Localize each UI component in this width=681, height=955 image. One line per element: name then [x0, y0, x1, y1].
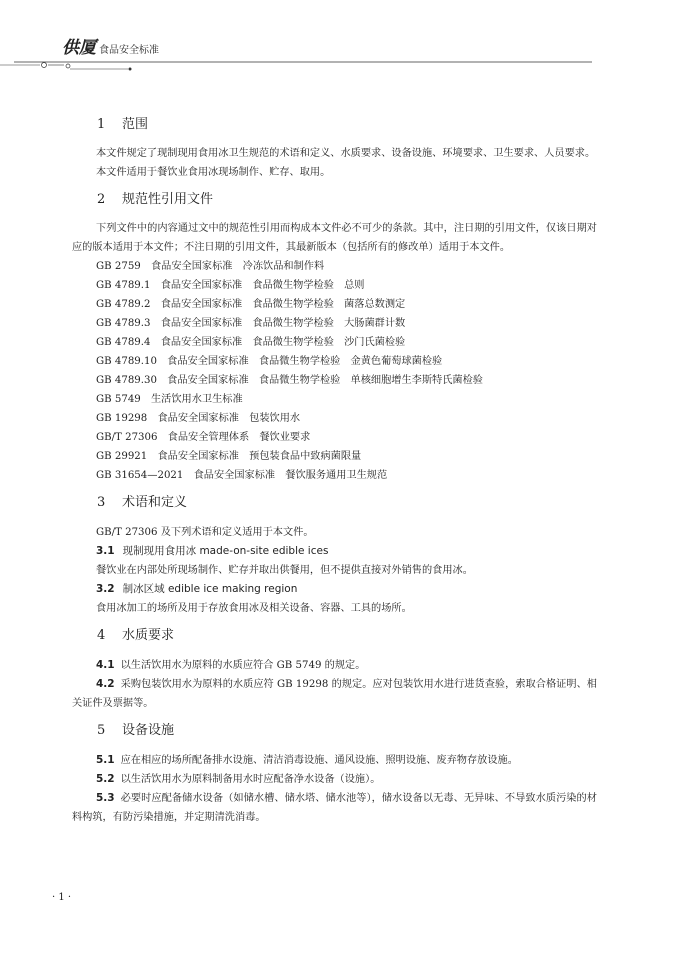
section-number: 1	[97, 117, 106, 132]
header-rule	[0, 0, 681, 80]
reference-item: GB 4789.30 食品安全国家标准 食品微生物学检验 单核细胞增生李斯特氏菌检验	[96, 375, 483, 386]
section-heading-5	[72, 721, 597, 741]
section-number: 4	[97, 628, 106, 643]
clause-text: 必要时应配备储水设备（如储水槽、储水塔、储水池等），储水设备以无毒、无异味、不导致水质污染的材料构筑，有防污染措施，并定期清洗消毒。	[72, 793, 597, 823]
section-number: 5	[97, 723, 106, 738]
section-heading-1	[72, 115, 597, 135]
section-title: 规范性引用文件	[122, 192, 214, 207]
section-number: 3	[97, 495, 106, 510]
clause-number: 4.1	[96, 659, 115, 671]
section-title: 水质要求	[122, 628, 175, 643]
page-header	[0, 0, 681, 80]
brand-label: 食品安全标准	[99, 45, 159, 56]
reference-item: GB 4789.10 食品安全国家标准 食品微生物学检验 金黄色葡萄球菌检验	[96, 356, 443, 367]
section-number: 2	[97, 192, 106, 207]
reference-item: GB 4789.3 食品安全国家标准 食品微生物学检验 大肠菌群计数	[96, 318, 406, 329]
section-title: 术语和定义	[122, 495, 188, 510]
section-heading-2	[72, 190, 597, 210]
clause-number: 5.1	[96, 754, 115, 766]
term-heading	[72, 542, 597, 561]
term-number: 3.1	[96, 545, 115, 557]
paragraph: GB/T 27306 及下列术语和定义适用于本文件。	[96, 527, 314, 538]
clause-item	[72, 770, 597, 789]
reference-item: GB 4789.2 食品安全国家标准 食品微生物学检验 菌落总数测定	[96, 299, 406, 310]
section-heading-4	[72, 626, 597, 646]
paragraph: 本文件规定了现制现用食用冰卫生规范的术语和定义、水质要求、设备设施、环境要求、卫生要求、人员要求。	[96, 148, 596, 159]
term-title: 现制现用食用冰 made-on-site edible ices	[122, 545, 329, 557]
section-heading-3	[72, 493, 597, 513]
paragraph: 下列文件中的内容通过文中的规范性引用而构成本文件必不可少的条款。其中，注日期的引用文件，仅该日期对应的版本适用于本文件；不注日期的引用文件，其最新版本（包括所有的修改单）适用于本文件。	[72, 223, 597, 253]
term-title: 制冰区域 edible ice making region	[122, 583, 298, 595]
page-number: · 1 ·	[52, 892, 72, 903]
reference-item: GB 31654—2021 食品安全国家标准 餐饮服务通用卫生规范	[96, 470, 388, 481]
header-ornament-circle	[42, 63, 47, 68]
section-title: 设备设施	[122, 723, 175, 738]
clause-text: 应在相应的场所配备排水设施、清洁消毒设施、通风设施、照明设施、废弃物存放设施。	[120, 755, 518, 766]
reference-item: GB 4789.1 食品安全国家标准 食品微生物学检验 总则	[96, 280, 365, 291]
clause-text: 采购包装饮用水为原料的水质应符 GB 19298 的规定。应对包装饮用水进行进货查验，索取合格证明、相关证件及票据等。	[72, 679, 597, 709]
clause-text: 以生活饮用水为原料的水质应符合 GB 5749 的规定。	[120, 660, 366, 671]
clause-item	[72, 751, 597, 770]
reference-item: GB 19298 食品安全国家标准 包装饮用水	[96, 413, 301, 424]
reference-item: GB 2759 食品安全国家标准 冷冻饮品和制作料	[96, 261, 325, 272]
header-ornament-circle-2	[66, 64, 70, 68]
term-definition: 食用冰加工的场所及用于存放食用冰及相关设备、容器、工具的场所。	[96, 603, 412, 614]
clause-number: 5.3	[96, 792, 115, 804]
paragraph: 本文件适用于餐饮业食用冰现场制作、贮存、取用。	[96, 166, 331, 178]
reference-item: GB/T 27306 食品安全管理体系 餐饮业要求	[96, 432, 311, 443]
document-body	[72, 115, 597, 827]
clause-item	[72, 656, 597, 675]
brand-script: 供厦	[62, 38, 96, 58]
clause-number: 5.2	[96, 773, 115, 785]
term-heading	[72, 580, 597, 599]
term-number: 3.2	[96, 583, 115, 595]
reference-item: GB 5749 生活饮用水卫生标准	[96, 394, 243, 405]
clause-item	[72, 675, 597, 713]
clause-item	[72, 789, 597, 827]
clause-number: 4.2	[96, 678, 115, 690]
reference-item: GB 4789.4 食品安全国家标准 食品微生物学检验 沙门氏菌检验	[96, 337, 406, 348]
section-title: 范围	[122, 117, 149, 132]
header-ornament-dot	[129, 68, 132, 71]
term-definition: 餐饮业在内部处所现场制作、贮存并取出供餐用，但不提供直接对外销售的食用冰。	[96, 565, 473, 576]
reference-item: GB 29921 食品安全国家标准 预包装食品中致病菌限量	[96, 451, 362, 462]
clause-text: 以生活饮用水为原料制备用水时应配备净水设备（设施）。	[120, 774, 381, 785]
